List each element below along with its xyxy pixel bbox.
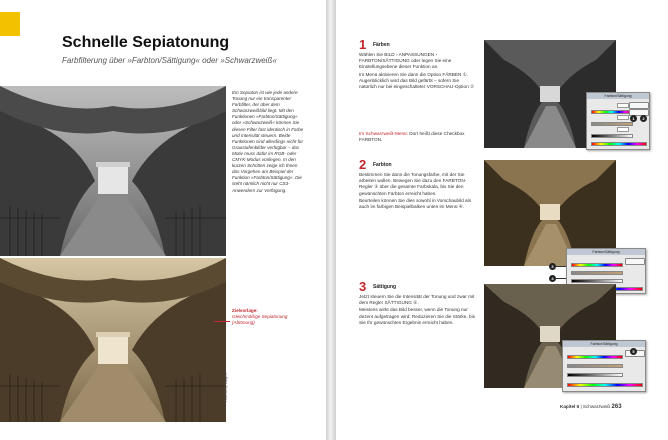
step-paragraph: Beurteilen können Sie dies sowohl in Vorschaubild als auch im farbigen Beispielbalken unten im Menü ④. [359,197,472,210]
hue-slider [567,355,623,359]
photo-credit: Foto: Getty Images [224,373,228,402]
value-field [617,115,629,120]
step-paragraph: Meistens wirkt das Bild besser, wenn die Tonung nur dezent aufgetragen wird: Reduzieren Sie die Stärke, bis Sie Ihr gewünschtes Ergebnis erreicht haben. [359,307,475,325]
dialog-title: Farbton/Sättigung [587,93,649,99]
left-page [0,0,326,440]
tip-label: Im Schwarzweiß-Menü: [359,131,408,136]
step-paragraph: Wählen Sie BILD › ANPASSUNGEN › FARBTON/SÄTTIGUNG oder legen Sie eine Einstellungsebene dieser Funktion an. [359,52,452,70]
marker-5: 5 [630,348,637,355]
marker-2: 2 [640,115,647,122]
step-body [359,294,477,327]
step-1 [359,38,477,118]
lightness-slider [571,279,623,283]
ok-button [625,258,645,265]
step-2 [359,158,477,248]
tip-note [359,131,477,143]
step-paragraph: Bestimmen Sie dann die Tonungsfarbe, mit der Sie arbeiten wollen. Bewegen Sie dazu den FARBTON-Regler ③ über die gesamte Farbskala, bis Sie den gewünschten Farbton erreicht haben. [359,172,467,196]
saturation-slider [571,271,623,275]
step-number: 3 [359,279,367,294]
tip-text: Dort heißt diese Checkbox FARBTON. [359,131,465,143]
step-title: Sättigung [373,284,397,290]
step-paragraph: Jetzt steuern Sie die Intensität der Tonung und zwar mit dem Regler SÄTTIGUNG ⑤. [359,294,475,306]
chapter-tab-marker [0,12,20,36]
book-gutter [326,0,336,440]
color-bar [567,383,643,387]
target-caption [232,308,306,326]
marker-4: 4 [549,275,556,282]
caption-line: (Abtönung) [232,320,255,325]
step-body [359,172,477,211]
step-paragraph: Im Menü aktivieren Sie dann die Option FÄRBEN ①. Augenblicklich wird das Bild gefärbt – sofern Sie natürlich nur bei eingeschalteter VORSCHAU-Option ② [359,71,475,90]
step-body [359,52,477,91]
leader-line [556,266,566,267]
saturation-slider [567,364,623,368]
caption-heading: Zielvorlage: [232,308,258,313]
value-field [617,103,629,108]
step-number: 2 [359,157,367,172]
saturation-slider [591,122,633,126]
step-title: Farbton [373,162,392,168]
marker-1: 1 [630,115,637,122]
page-title: Schnelle Sepiatonung [62,34,230,51]
dialog-title: Farbton/Sättigung [563,341,645,347]
color-bar [591,142,647,146]
ok-button [629,102,649,109]
hue-slider [571,263,623,267]
page-number: 263 [611,404,622,410]
intro-body-text: Ein Sepiaton ist wie jede andere Tonung nur ein transparenter Farbfilter, der über dem Schwarzweißbild liegt. Mit den Funktionen »Farbton/Sättigung« oder »Schwarzweiß« können Sie diesen Filter fast identisch in Farbe und Intensität steuern. Beide Funktionen sind allerdings nicht für Graustufenbilder verfügbar – das Motiv muss dafür im RGB- oder CMYK-Modus vorliegen. In den kurzen Schritten zeige ich Ihnen das Vorgehen am Beispiel der Funktion »Farbton/Sättigung«. Die steht nämlich nicht nur CS3-Anwendern zur Verfügung. [232,90,304,193]
hue-slider [591,110,633,114]
photo-sepia-oak-alley [0,258,226,422]
caption-line: Gleichmäßige Sepiatonung [232,314,288,319]
lightness-slider [567,373,623,377]
step-3 [359,280,477,360]
page-subtitle: Farbfilterung über »Farbton/Sättigung« oder »Schwarzweiß« [62,56,277,65]
step-title: Färben [373,42,390,48]
leader-line [556,278,566,279]
dialog-title: Farbton/Sättigung [567,249,645,255]
marker-3: 3 [549,263,556,270]
value-field [617,127,629,132]
caption-leader-line [214,321,230,322]
lightness-slider [591,134,633,138]
step-number: 1 [359,37,367,52]
footer-section: Schwarzweiß [582,404,611,409]
footer-chapter: Kapitel 6 [560,404,580,409]
photo-bw-oak-alley [0,86,226,256]
page-footer: Kapitel 6 | Schwarzweiß 263 [560,404,622,410]
